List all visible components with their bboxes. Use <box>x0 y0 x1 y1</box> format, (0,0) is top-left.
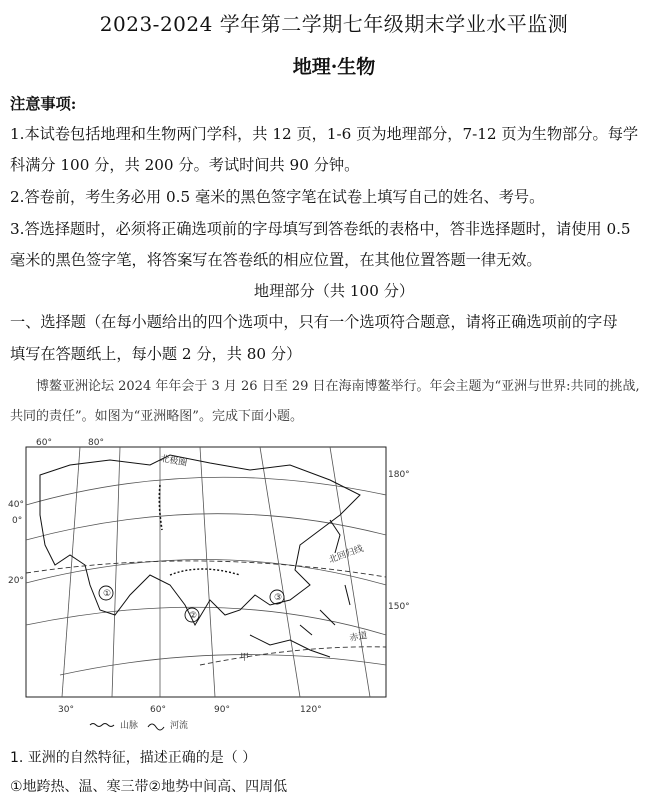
tropic-label: 北回归线 <box>327 544 365 566</box>
notice-heading: 注意事项: <box>10 95 77 113</box>
lon-label-bottom: 120° <box>300 705 322 715</box>
equator-label: 赤道 <box>348 630 369 644</box>
lon-label-bottom: 60° <box>150 705 166 715</box>
asia-map <box>0 435 420 735</box>
region-marker: ① <box>103 589 112 599</box>
lon-label: 80° <box>88 438 104 448</box>
notice-line: 1.本试卷包括地理和生物两门学科，共 12 页，1-6 页为地理部分，7-12 页为生物部分。每学 <box>10 125 639 143</box>
lon-label-right: 150° <box>388 602 410 612</box>
notice-line: 2.答卷前，考生务必用 0.5 毫米的黑色签字笔在试卷上填写自己的姓名、考号。 <box>10 188 545 206</box>
notice-line: 毫米的黑色签字笔，将答案写在答卷纸的相应位置，在其他位置答题一律无效。 <box>10 251 542 269</box>
notice-line: 科满分 100 分，共 200 分。考试时间共 90 分钟。 <box>10 156 360 174</box>
lat-label: 0° <box>12 516 23 526</box>
passage-line: 博鳌亚洲论坛 2024 年年会于 3 月 26 日至 29 日在海南博鳌举行。年会主题为“亚洲与世界:共同的挑战, <box>36 379 640 394</box>
passage-line: 共同的责任”。如图为“亚洲略图”。完成下面小题。 <box>10 409 303 424</box>
place-marker-jia: 甲 <box>240 653 250 663</box>
notice-line: 3.答选择题时，必须将正确选项前的字母填写到答卷纸的表格中，答非选择题时，请使用 0.5 <box>10 220 631 238</box>
lon-label-right: 180° <box>388 470 410 480</box>
lat-label: 40° <box>8 500 24 510</box>
question-1: 1. 亚洲的自然特征，描述正确的是（ ） <box>10 750 257 766</box>
mountain-legend-icon <box>90 724 114 727</box>
legend-river: 河流 <box>170 721 189 731</box>
section-title: 地理部分（共 100 分） <box>253 282 415 300</box>
section-instruction: 一、选择题（在每小题给出的四个选项中，只有一个选项符合题意，请将正确选项前的字母 <box>10 313 618 331</box>
region-marker: ② <box>189 611 198 621</box>
exam-title: 2023-2024 学年第二学期七年级期末学业水平监测 <box>99 12 569 36</box>
section-instruction: 填写在答题纸上，每小题 2 分，共 80 分） <box>10 345 302 363</box>
lon-label: 60° <box>36 438 52 448</box>
region-marker: ③ <box>274 593 283 603</box>
river-legend-icon <box>148 724 164 730</box>
exam-subtitle: 地理·生物 <box>292 56 376 78</box>
lon-label-bottom: 90° <box>214 705 230 715</box>
lat-label: 20° <box>8 576 24 586</box>
arctic-circle-label: 北极圈 <box>159 454 188 469</box>
lon-label-bottom: 30° <box>58 705 74 715</box>
legend-mountain: 山脉 <box>120 721 139 731</box>
question-1-options: ①地跨热、温、寒三带②地势中间高、四周低 <box>10 779 288 795</box>
